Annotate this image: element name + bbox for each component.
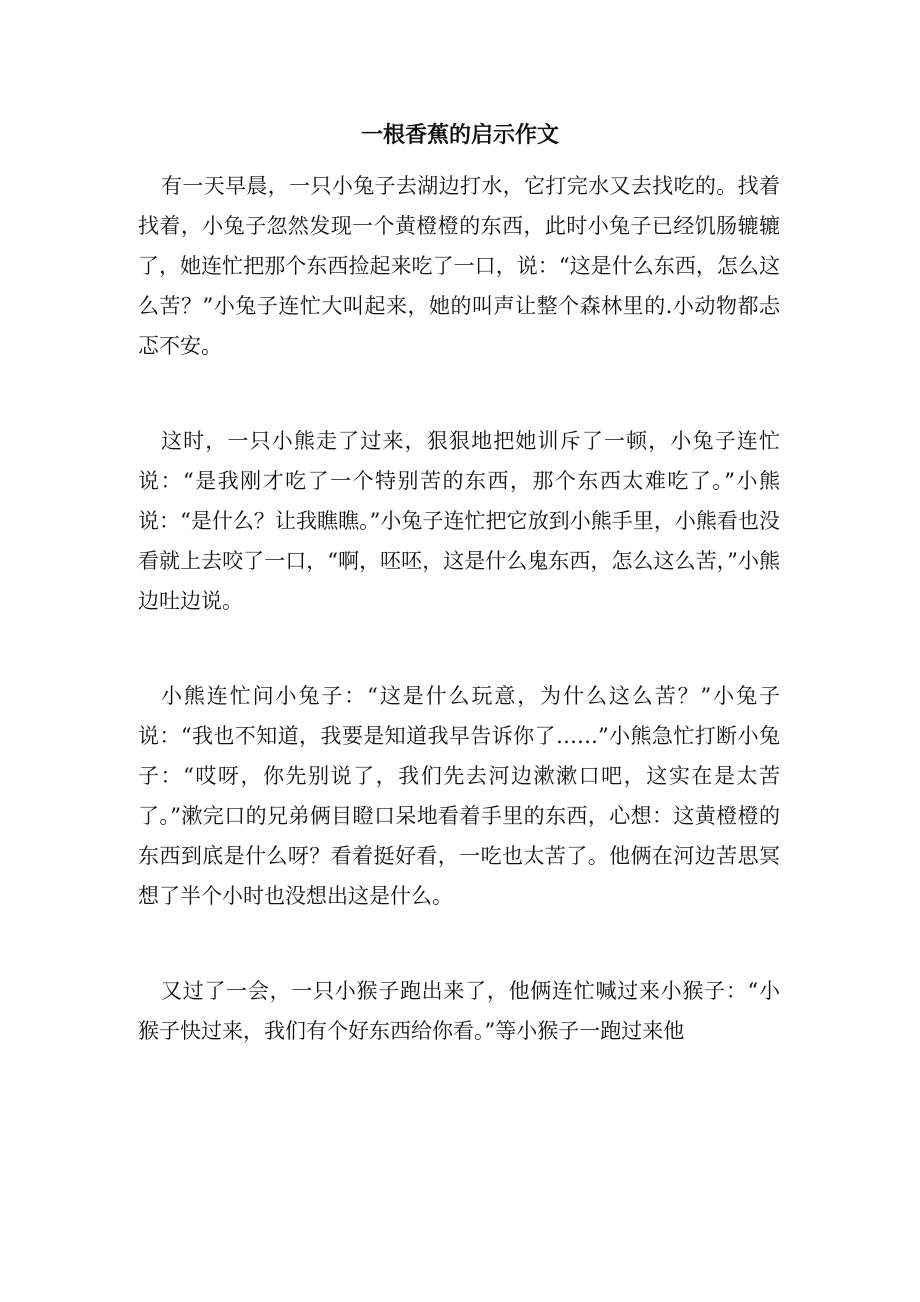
- paragraph: 小熊连忙问小兔子：“这是什么玩意，为什么这么苦？”小兔子说：“我也不知道，我要是知道我早告诉你了……”小熊急忙打断小兔子：“哎呀，你先别说了，我们先去河边漱漱口吧，这实在是太苦了。”漱完口的兄弟俩目瞪口呆地看着手里的东西，心想：这黄橙橙的东西到底是什么呀？看着挺好看，一吃也太苦了。他俩在河边苦思冥想了半个小时也没想出这是什么。: [138, 684, 780, 908]
- document-body: [138, 166, 780, 1106]
- paragraph: 又过了一会，一只小猴子跑出来了，他俩连忙喊过来小猴子：“小猴子快过来，我们有个好东西给你看。”等小猴子一跑过来他: [138, 979, 780, 1043]
- paragraph: 这时，一只小熊走了过来，狠狠地把她训斥了一顿，小兔子连忙说：“是我刚才吃了一个特别苦的东西，那个东西太难吃了。”小熊说：“是什么？让我瞧瞧。”小兔子连忙把它放到小熊手里，小熊看也没看就上去咬了一口，“啊，呸呸，这是什么鬼东西，怎么这么苦，”小熊边吐边说。: [138, 429, 780, 613]
- paragraph: 有一天早晨，一只小兔子去湖边打水，它打完水又去找吃的。找着找着，小兔子忽然发现一个黄橙橙的东西，此时小兔子已经饥肠辘辘了，她连忙把那个东西捡起来吃了一口，说：“这是什么东西，怎么这么苦？”小兔子连忙大叫起来，她的叫声让整个森林里的.小动物都忐忑不安。: [138, 174, 780, 358]
- document-title: 一根香蕉的启示作文: [360, 122, 559, 148]
